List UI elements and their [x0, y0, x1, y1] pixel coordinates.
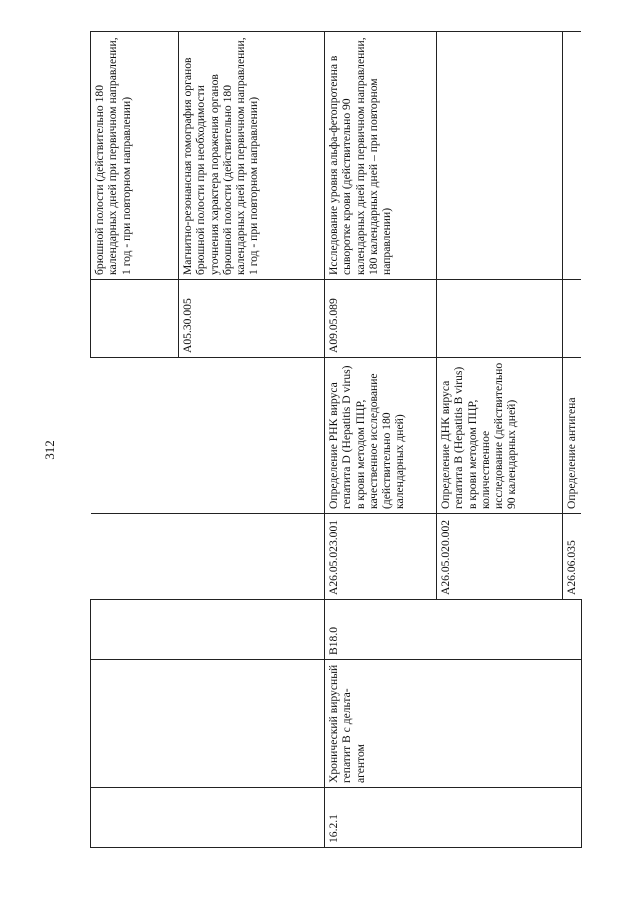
- service-name-cell: Определение РНК вируса гепатита D (Hepatitis D virus) в крови методом ПЦР, качественное исследование (действительно 180 календарных дней): [325, 358, 437, 514]
- service-name-cell: [91, 358, 179, 514]
- disease-code-cell: [91, 600, 179, 660]
- test-name-cell: [563, 32, 582, 280]
- test-name-cell: [437, 32, 563, 280]
- disease-name-cell: [91, 660, 179, 788]
- test-name-cell: брюшной полости (действительно 180 календарных дней при первичном направлении, 1 год - при повторном направлении): [91, 32, 179, 280]
- service-name-cell: Определение ДНК вируса гепатита В (Hepatitis B virus) в крови методом ПЦР, количественное исследование (действительно 90 календарных дней): [437, 358, 563, 514]
- rotated-table-area: [90, 32, 582, 848]
- service-code-cell: [179, 514, 325, 600]
- disease-code-cell: B18.0: [325, 600, 582, 660]
- test-code-cell: [563, 280, 582, 358]
- service-code-cell: [91, 514, 179, 600]
- service-code-cell: A26.05.023.001: [325, 514, 437, 600]
- table-row: [179, 32, 325, 848]
- disease-number-cell: [91, 788, 179, 848]
- test-code-cell: A05.30.005: [179, 280, 325, 358]
- test-name-cell: Магнитно-резонансная томография органов брюшной полости при необходимости уточнения характера поражения органов брюшной полости (действительно 180 календарных дней при первичном направлении, 1 год - при повторном направлении): [179, 32, 325, 280]
- table-row: [91, 32, 179, 848]
- disease-code-cell: [179, 600, 325, 660]
- test-code-cell: [437, 280, 563, 358]
- disease-name-cell: [179, 660, 325, 788]
- disease-number-cell: [179, 788, 325, 848]
- disease-name-cell: Хронический вирусный гепатит В с дельта-агентом: [325, 660, 582, 788]
- test-name-cell: Исследование уровня альфа-фетопротеина в сыворотке крови (действительно 90 календарных дней при первичном направлении, 180 календарных дней – при повторном направлении): [325, 32, 437, 280]
- service-name-cell: [179, 358, 325, 514]
- service-code-cell: A26.06.035: [563, 514, 582, 600]
- test-code-cell: A09.05.089: [325, 280, 437, 358]
- page-number: 312: [42, 440, 57, 460]
- service-code-cell: A26.05.020.002: [437, 514, 563, 600]
- disease-number-cell: 16.2.1: [325, 788, 582, 848]
- service-name-cell: Определение антигена: [563, 358, 582, 514]
- standards-table: [90, 31, 582, 848]
- table-row: [325, 32, 437, 848]
- test-code-cell: [91, 280, 179, 358]
